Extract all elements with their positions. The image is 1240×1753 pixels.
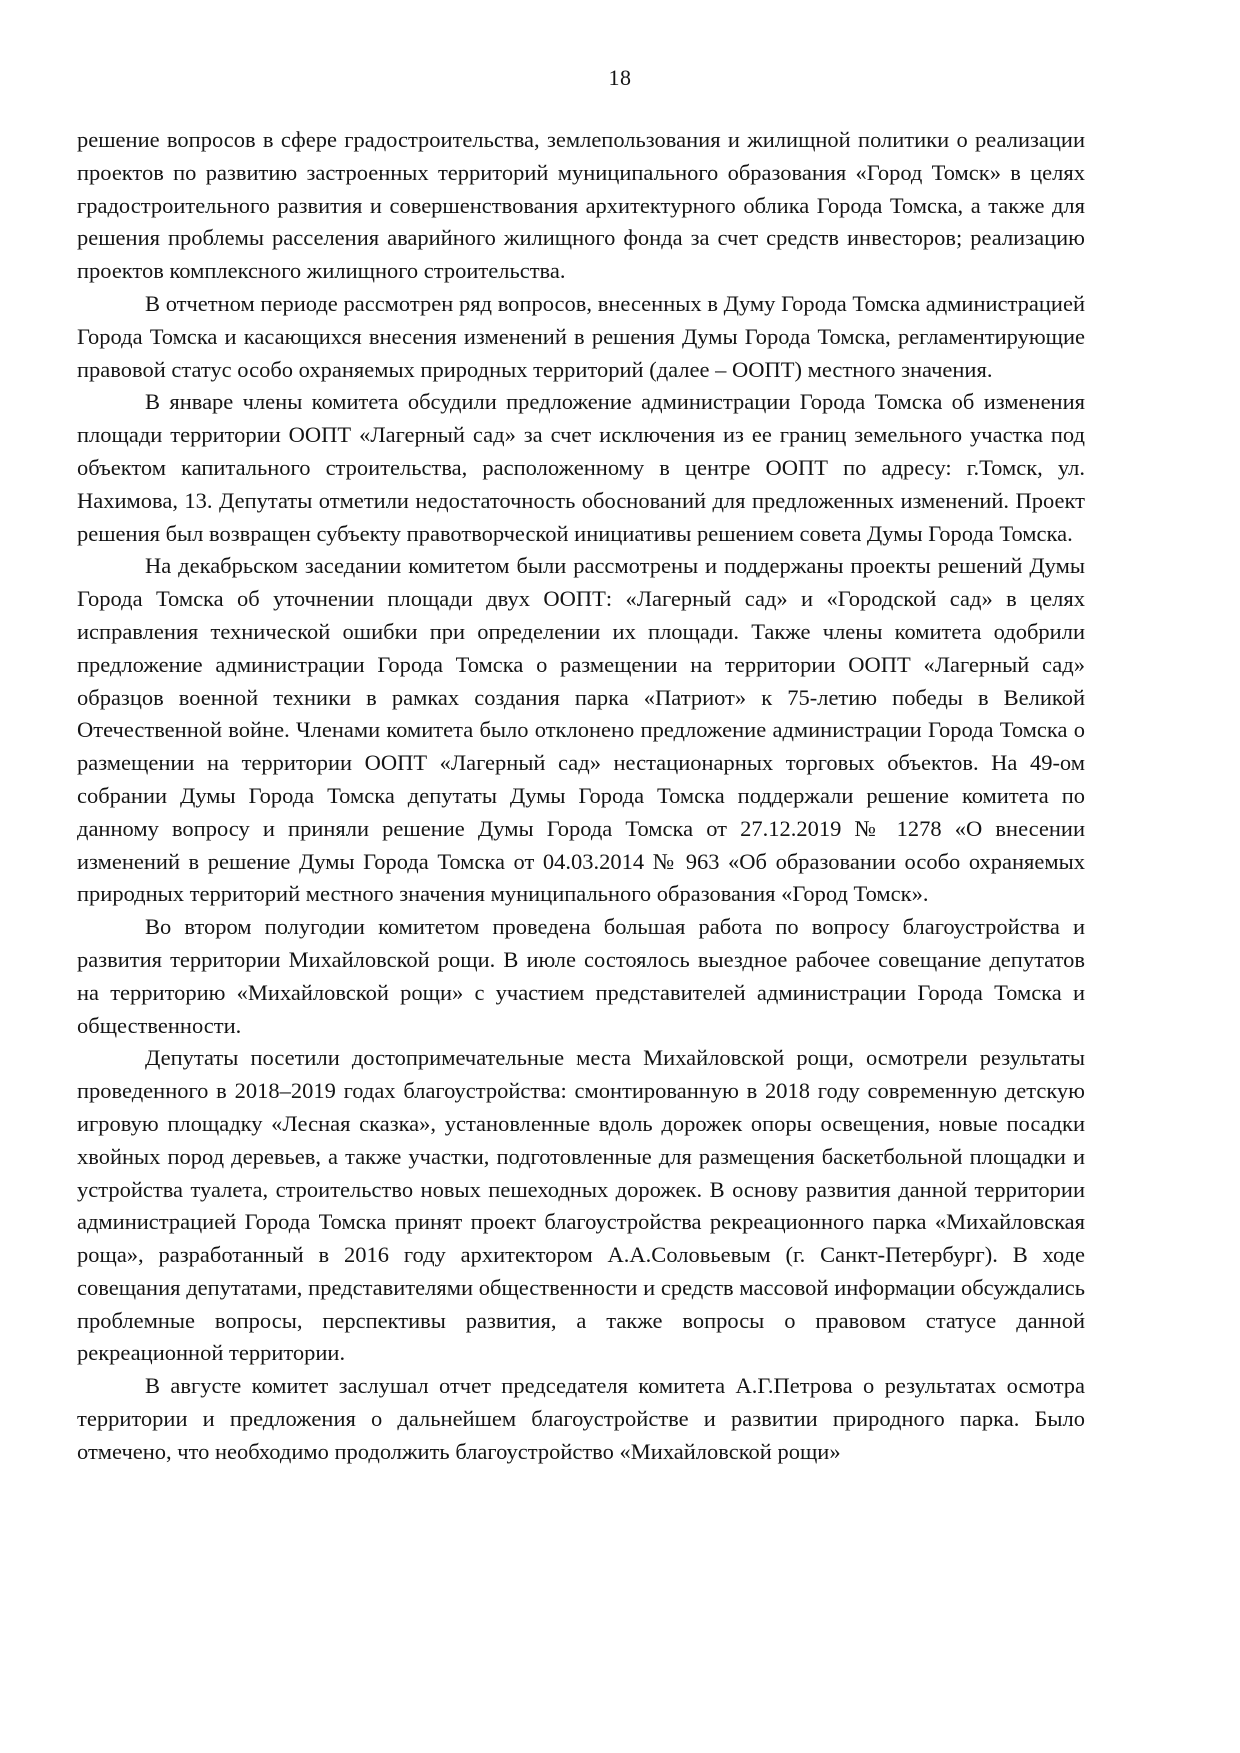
paragraph-january-meeting: В январе члены комитета обсудили предложение администрации Города Томска об изменения площади территории ООПТ «Лагерный сад» за счет исключения из ее границ земельного участка под объектом капитального строительства, расположенному в центре ООПТ по адресу: г.Томск, ул. Нахимова, 13. Депутаты отметили недостаточность обоснований для предложенных изменений. Проект решения был возвращен субъекту правотворческой инициативы решением совета Думы Города Томска. — [77, 389, 1085, 546]
document-body — [77, 124, 1085, 1469]
paragraph-december-meeting: На декабрьском заседании комитетом были рассмотрены и поддержаны проекты решений Думы Города Томска об уточнении площади двух ООПТ: «Лагерный сад» и «Городской сад» в целях исправления технической ошибки при определении их площади. Также члены комитета одобрили предложение администрации Города Томска о размещении на территории ООПТ «Лагерный сад» образцов военной техники в рамках создания парка «Патриот» к 75-летию победы в Великой Отечественной войне. Членами комитета было отклонено предложение администрации Города Томска о размещении на территории ООПТ «Лагерный сад» нестационарных торговых объектов. На 49-ом собрании Думы Города Томска депутаты Думы Города Томска поддержали решение комитета по данному вопросу и приняли решение Думы Города Томска от 27.12.2019 № 1278 «О внесении изменений в решение Думы Города Томска от 04.03.2014 № 963 «Об образовании особо охраняемых природных территорий местного значения муниципального образования «Город Томск». — [77, 553, 1085, 907]
paragraph-second-half-year: Во втором полугодии комитетом проведена большая работа по вопросу благоустройства и развития территории Михайловской рощи. В июле состоялось выездное рабочее совещание депутатов на территорию «Михайловской рощи» с участием представителей администрации Города Томска и общественности. — [77, 914, 1085, 1038]
paragraph-oopt-review: В отчетном периоде рассмотрен ряд вопросов, внесенных в Думу Города Томска администрацией Города Томска и касающихся внесения изменений в решения Думы Города Томска, регламентирующие правовой статус особо охраняемых природных территорий (далее – ООПТ) местного значения. — [77, 290, 1085, 382]
paragraph-deputies-visit: Депутаты посетили достопримечательные места Михайловской рощи, осмотрели результаты проведенного в 2018–2019 годах благоустройства: смонтированную в 2018 году современную детскую игровую площадку «Лесная сказка», установленные вдоль дорожек опоры освещения, новые посадки хвойных пород деревьев, а также участки, подготовленные для размещения баскетбольной площадки и устройства туалета, строительство новых пешеходных дорожек. В основу развития данной территории администрацией Города Томска принят проект благоустройства рекреационного парка «Михайловская роща», разработанный в 2016 году архитектором А.А.Соловьевым (г. Санкт-Петербург). В ходе совещания депутатами, представителями общественности и средств массовой информации обсуждались проблемные вопросы, перспективы развития, а также вопросы о правовом статусе данной рекреационной территории. — [77, 1045, 1085, 1366]
paragraph-continuation: решение вопросов в сфере градостроительства, землепользования и жилищной политики о реализации проектов по развитию застроенных территорий муниципального образования «Город Томск» в целях градостроительного развития и совершенствования архитектурного облика Города Томска, а также для решения проблемы расселения аварийного жилищного фонда за счет средств инвесторов; реализацию проектов комплексного жилищного строительства. — [77, 127, 1085, 284]
paragraph-august-report: В августе комитет заслушал отчет председателя комитета А.Г.Петрова о результатах осмотра территории и предложения о дальнейшем благоустройстве и развитии природного парка. Было отмечено, что необходимо продолжить благоустройство «Михайловской рощи» — [77, 1373, 1085, 1464]
page-number: 18 — [608, 65, 632, 90]
